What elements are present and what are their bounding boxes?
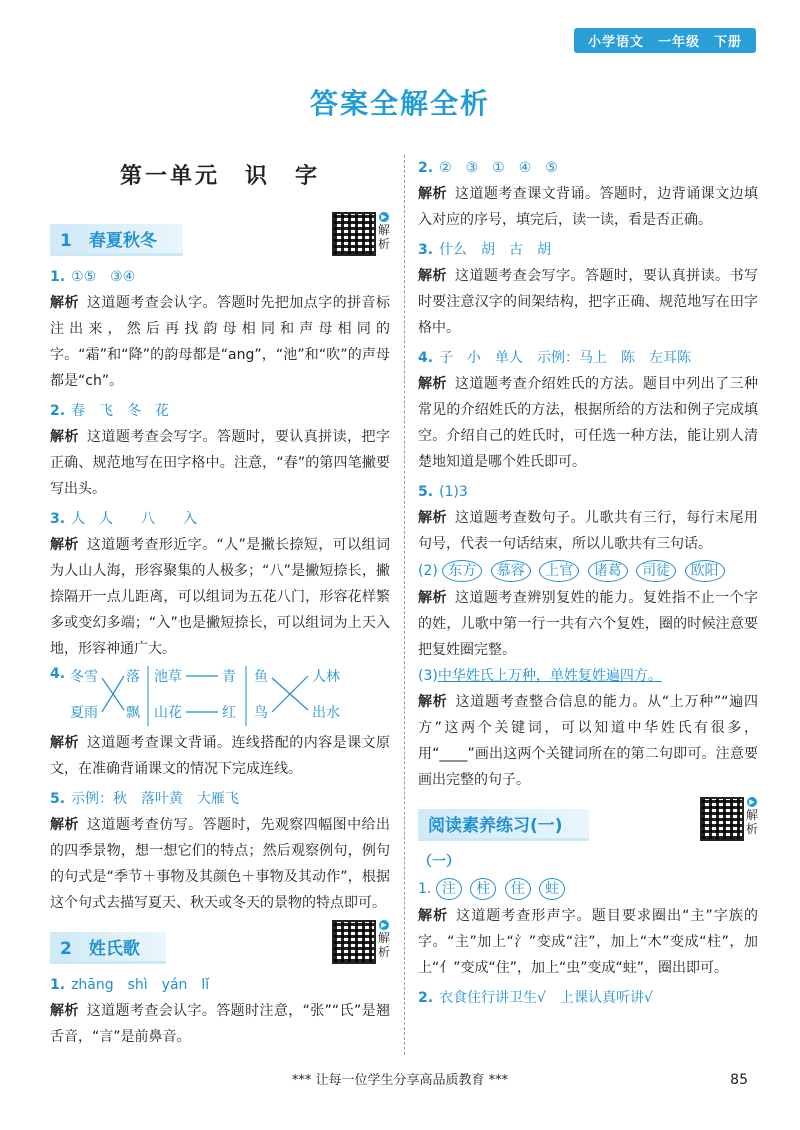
section-title: 阅读素养练习(一) <box>418 809 589 841</box>
circled-item: 蛀 <box>539 878 565 900</box>
answer: ② ③ ① ④ ⑤ <box>439 160 558 176</box>
question-r-read-2: 2. 衣食住行讲卫生√ 上课认真听讲√ <box>418 990 653 1006</box>
play-icon: ▶ <box>747 797 757 807</box>
qr-code-icon <box>332 920 376 964</box>
analysis-text: 这道题考查会写字。答题时，要认真拼读。书写时要注意汉字的间架结构，把字正确、规范地写在田字格中。 <box>418 268 759 336</box>
question-6: 1. zhāng shì yán lǐ 解析 这道题考查会认字。答题时注意，“张”“氏”是翘舌音，“言”是前鼻音。 <box>50 977 390 1045</box>
answer: 春 飞 冬 花 <box>71 403 170 419</box>
circled-answers: (2) 东方 慕容 上官 诸葛 司徒 欧阳 <box>418 557 758 585</box>
analysis-tag: 解析 <box>418 268 447 284</box>
analysis-tag: 解析 <box>50 295 79 311</box>
circled-item: 欧阳 <box>685 560 725 582</box>
qr-code-icon <box>700 797 744 841</box>
qr-code[interactable]: ▶ 解 析 <box>700 797 758 841</box>
page-title: 答案全解全析 <box>309 87 490 120</box>
play-icon: ▶ <box>379 212 389 222</box>
qr-code-icon <box>332 212 376 256</box>
answer: ①⑤ ③④ <box>71 269 136 285</box>
analysis-tag: 解析 <box>418 694 448 710</box>
section-header-2 <box>50 920 390 964</box>
question-r2: 2. ② ③ ① ④ ⑤ 解析 这道题考查课文背诵。答题时，边背诵课文边填入对应的序号，填完后，读一读，看是否正确。 <box>418 160 759 228</box>
analysis-text: 这道题考查课文背诵。连线搭配的内容是课文原文，在准确背诵课文的情况下完成连线。 <box>50 735 391 777</box>
question-5: 5. 示例：秋 落叶黄 大雁飞 解析 这道题考查仿写。答题时，先观察四幅图中给出的四季景物，想一想它们的特点；然后观察例句，例句的句式是“季节＋事物及其颜色＋事物及其动作”，根据这个句式去描写夏天、秋天或冬天的景物的特点即可。 <box>50 791 391 911</box>
footer-slogan: *** 让每一位学生分享高品质教育 *** <box>291 1073 509 1088</box>
analysis-text: 这道题考查形近字。“人”是撇长捺短，可以组词为人山人海，形容聚集的人极多；“八”是撇短捺长，撇捺隔开一点儿距离，可以组词为五花八门，形容花样繁多或变幻多端；“入”也是撇短捺长，可以组词为上天入地，形容神通广大。 <box>50 537 390 657</box>
circled-item: 注 <box>436 878 462 900</box>
play-icon: ▶ <box>379 920 389 930</box>
analysis-text: 这道题考查会认字。答题时注意，“张”“氏”是翘舌音，“言”是前鼻音。 <box>50 1003 390 1045</box>
answer: 子 小 单人 示例：马上 陈 左耳陈 <box>439 350 692 366</box>
question-r5: 5. (1)3 解析 这道题考查数句子。儿歌共有三行，每行末尾用句号，代表一句话结束，所以儿歌共有三句话。 (2) 东方 慕容 上官 诸葛 司徒 欧阳 解析 这道题考查辨别复姓的能力。复姓指不止一个字的姓，儿歌中第一行一共有六个复姓，圈的时候注意要把复姓圈完整。 (3)中华姓氏上万种，单姓复姓遍四方。 解析 这道题考查整合信息的能力。从“上万种”“遍四方”这两个关键词，可以知道中华姓氏有很多，用“____”画出这两个关键词所在的第二句即可。注意要画出完整的句子。 <box>418 484 759 788</box>
question-2: 2. 春 飞 冬 花 解析 这道题考查会写字。答题时，要认真拼读，把字正确、规范地写在田字格中。注意，“春”的第四笔撇要写出头。 <box>50 403 391 497</box>
answer: 什么 胡 古 胡 <box>439 242 552 258</box>
analysis-text: 这道题考查形声字。题目要求圈出“主”字族的字。“主”加上“氵”变成“注”，加上“木”变成“柱”，加上“亻”变成“住”，加上“虫”变成“蛀”，圈出即可。 <box>418 908 758 976</box>
analysis-tag: 解析 <box>418 908 449 924</box>
answer: 中华姓氏上万种，单姓复姓遍四方。 <box>437 668 662 684</box>
section-title: 1 春夏秋冬 <box>50 224 183 256</box>
section-title: 2 姓氏歌 <box>50 932 166 964</box>
question-r-read-1: 1. 注 柱 住 蛀 解析 这道题考查形声字。题目要求圈出“主”字族的字。“主”加上“氵”变成“注”，加上“木”变成“柱”，加上“亻”变成“住”，加上“虫”变成“蛀”，圈出即可。 <box>418 875 758 981</box>
analysis-tag: 解析 <box>50 429 79 445</box>
answer: 衣食住行讲卫生√ 上课认真听讲√ <box>439 990 653 1006</box>
question-r3: 3. 什么 胡 古 胡 解析 这道题考查会写字。答题时，要认真拼读。书写时要注意汉字的间架结构，把字正确、规范地写在田字格中。 <box>418 242 759 336</box>
question-1: 1. ①⑤ ③④ 解析 这道题考查会认字。答题时先把加点字的拼音标注出来，然后再找韵母相同和声母相同的字。“霜”和“降”的韵母都是“ang”，“池”和“吹”的声母都是“ch”。 <box>50 269 391 389</box>
analysis-text: 这道题考查整合信息的能力。从“上万种”“遍四方”这两个关键词，可以知道中华姓氏有很多，用“____”画出这两个关键词所在的第二句即可。注意要画出完整的句子。 <box>418 694 759 788</box>
analysis-text: 这道题考查辨别复姓的能力。复姓指不止一个字的姓，儿歌中第一行一共有六个复姓，圈的时候注意要把复姓圈完整。 <box>418 590 759 658</box>
analysis-tag: 解析 <box>418 510 447 526</box>
analysis-tag: 解析 <box>418 376 447 392</box>
left-column <box>50 155 390 1054</box>
qr-code[interactable]: ▶ 解 析 <box>332 212 390 256</box>
question-4 <box>50 666 390 782</box>
analysis-text: 这道题考查仿写。答题时，先观察四幅图中给出的四季景物，想一想它们的特点；然后观察例句，例句的句式是“季节＋事物及其颜色＋事物及其动作”，根据这个句式去描写夏天、秋天或冬天的景物的特点即可。 <box>50 817 391 911</box>
question-3: 3. 人 人 八 入 解析 这道题考查形近字。“人”是撇长捺短，可以组词为人山人海，形容聚集的人极多；“八”是撇短捺长，撇捺隔开一点儿距离，可以组词为五花八门，形容花样繁多或变幻多端；“入”也是撇短捺长，可以组词为上天入地，形容神通广大。 <box>50 511 390 657</box>
analysis-tag: 解析 <box>418 590 447 606</box>
analysis-tag: 解析 <box>50 537 79 553</box>
question-r4: 4. 子 小 单人 示例：马上 陈 左耳陈 解析 这道题考查介绍姓氏的方法。题目中列出了三种常见的介绍姓氏的方法，根据所给的方法和例子完成填空。介绍自己的姓氏时，可任选一种方法，能让别人清楚地知道是哪个姓氏即可。 <box>418 350 759 470</box>
analysis-tag: 解析 <box>50 735 79 751</box>
qr-code[interactable]: ▶ 解 析 <box>332 920 390 964</box>
circled-item: 住 <box>505 878 531 900</box>
analysis-tag: 解析 <box>50 817 79 833</box>
circled-item: 诸葛 <box>588 560 628 582</box>
circled-item: 司徒 <box>636 560 676 582</box>
analysis-text: 这道题考查会认字。答题时先把加点字的拼音标注出来，然后再找韵母相同和声母相同的字。“霜”和“降”的韵母都是“ang”，“池”和“吹”的声母都是“ch”。 <box>50 295 391 389</box>
matching-diagram: 4. 冬雪 落 池草 青 鱼 人林 夏雨 飘 山花 红 鸟 出水 <box>50 666 390 730</box>
right-column <box>418 155 758 1015</box>
matching-lines <box>50 666 370 730</box>
book-tag: 小学语文 一年级 下册 <box>574 28 756 53</box>
analysis-text: 这道题考查会写字。答题时，要认真拼读，把字正确、规范地写在田字格中。注意，“春”的第四笔撇要写出头。 <box>50 429 391 497</box>
analysis-text: 这道题考查介绍姓氏的方法。题目中列出了三种常见的介绍姓氏的方法，根据所给的方法和例子完成填空。介绍自己的姓氏时，可任选一种方法，能让别人清楚地知道是哪个姓氏即可。 <box>418 376 759 470</box>
analysis-tag: 解析 <box>50 1003 79 1019</box>
section-header-3 <box>418 797 758 841</box>
column-divider <box>404 155 405 1055</box>
page-number: 85 <box>730 1072 748 1088</box>
analysis-text: 这道题考查课文背诵。答题时，边背诵课文边填入对应的序号，填完后，读一读，看是否正确。 <box>418 186 759 228</box>
answer: 人 人 八 入 <box>71 511 198 527</box>
section-header-1 <box>50 212 390 256</box>
answer: zhāng shì yán lǐ <box>71 977 210 993</box>
answer: 示例：秋 落叶黄 大雁飞 <box>71 791 240 807</box>
unit-title: 第一单元 识 字 <box>119 164 320 189</box>
circled-item: 柱 <box>470 878 496 900</box>
part-label: （一） <box>418 854 460 870</box>
analysis-tag: 解析 <box>418 186 447 202</box>
answer: (1)3 <box>439 484 468 500</box>
circled-item: 东方 <box>442 560 482 582</box>
circled-item: 上官 <box>539 560 579 582</box>
analysis-text: 这道题考查数句子。儿歌共有三行，每行末尾用句号，代表一句话结束，所以儿歌共有三句话。 <box>418 510 759 552</box>
circled-item: 慕容 <box>491 560 531 582</box>
